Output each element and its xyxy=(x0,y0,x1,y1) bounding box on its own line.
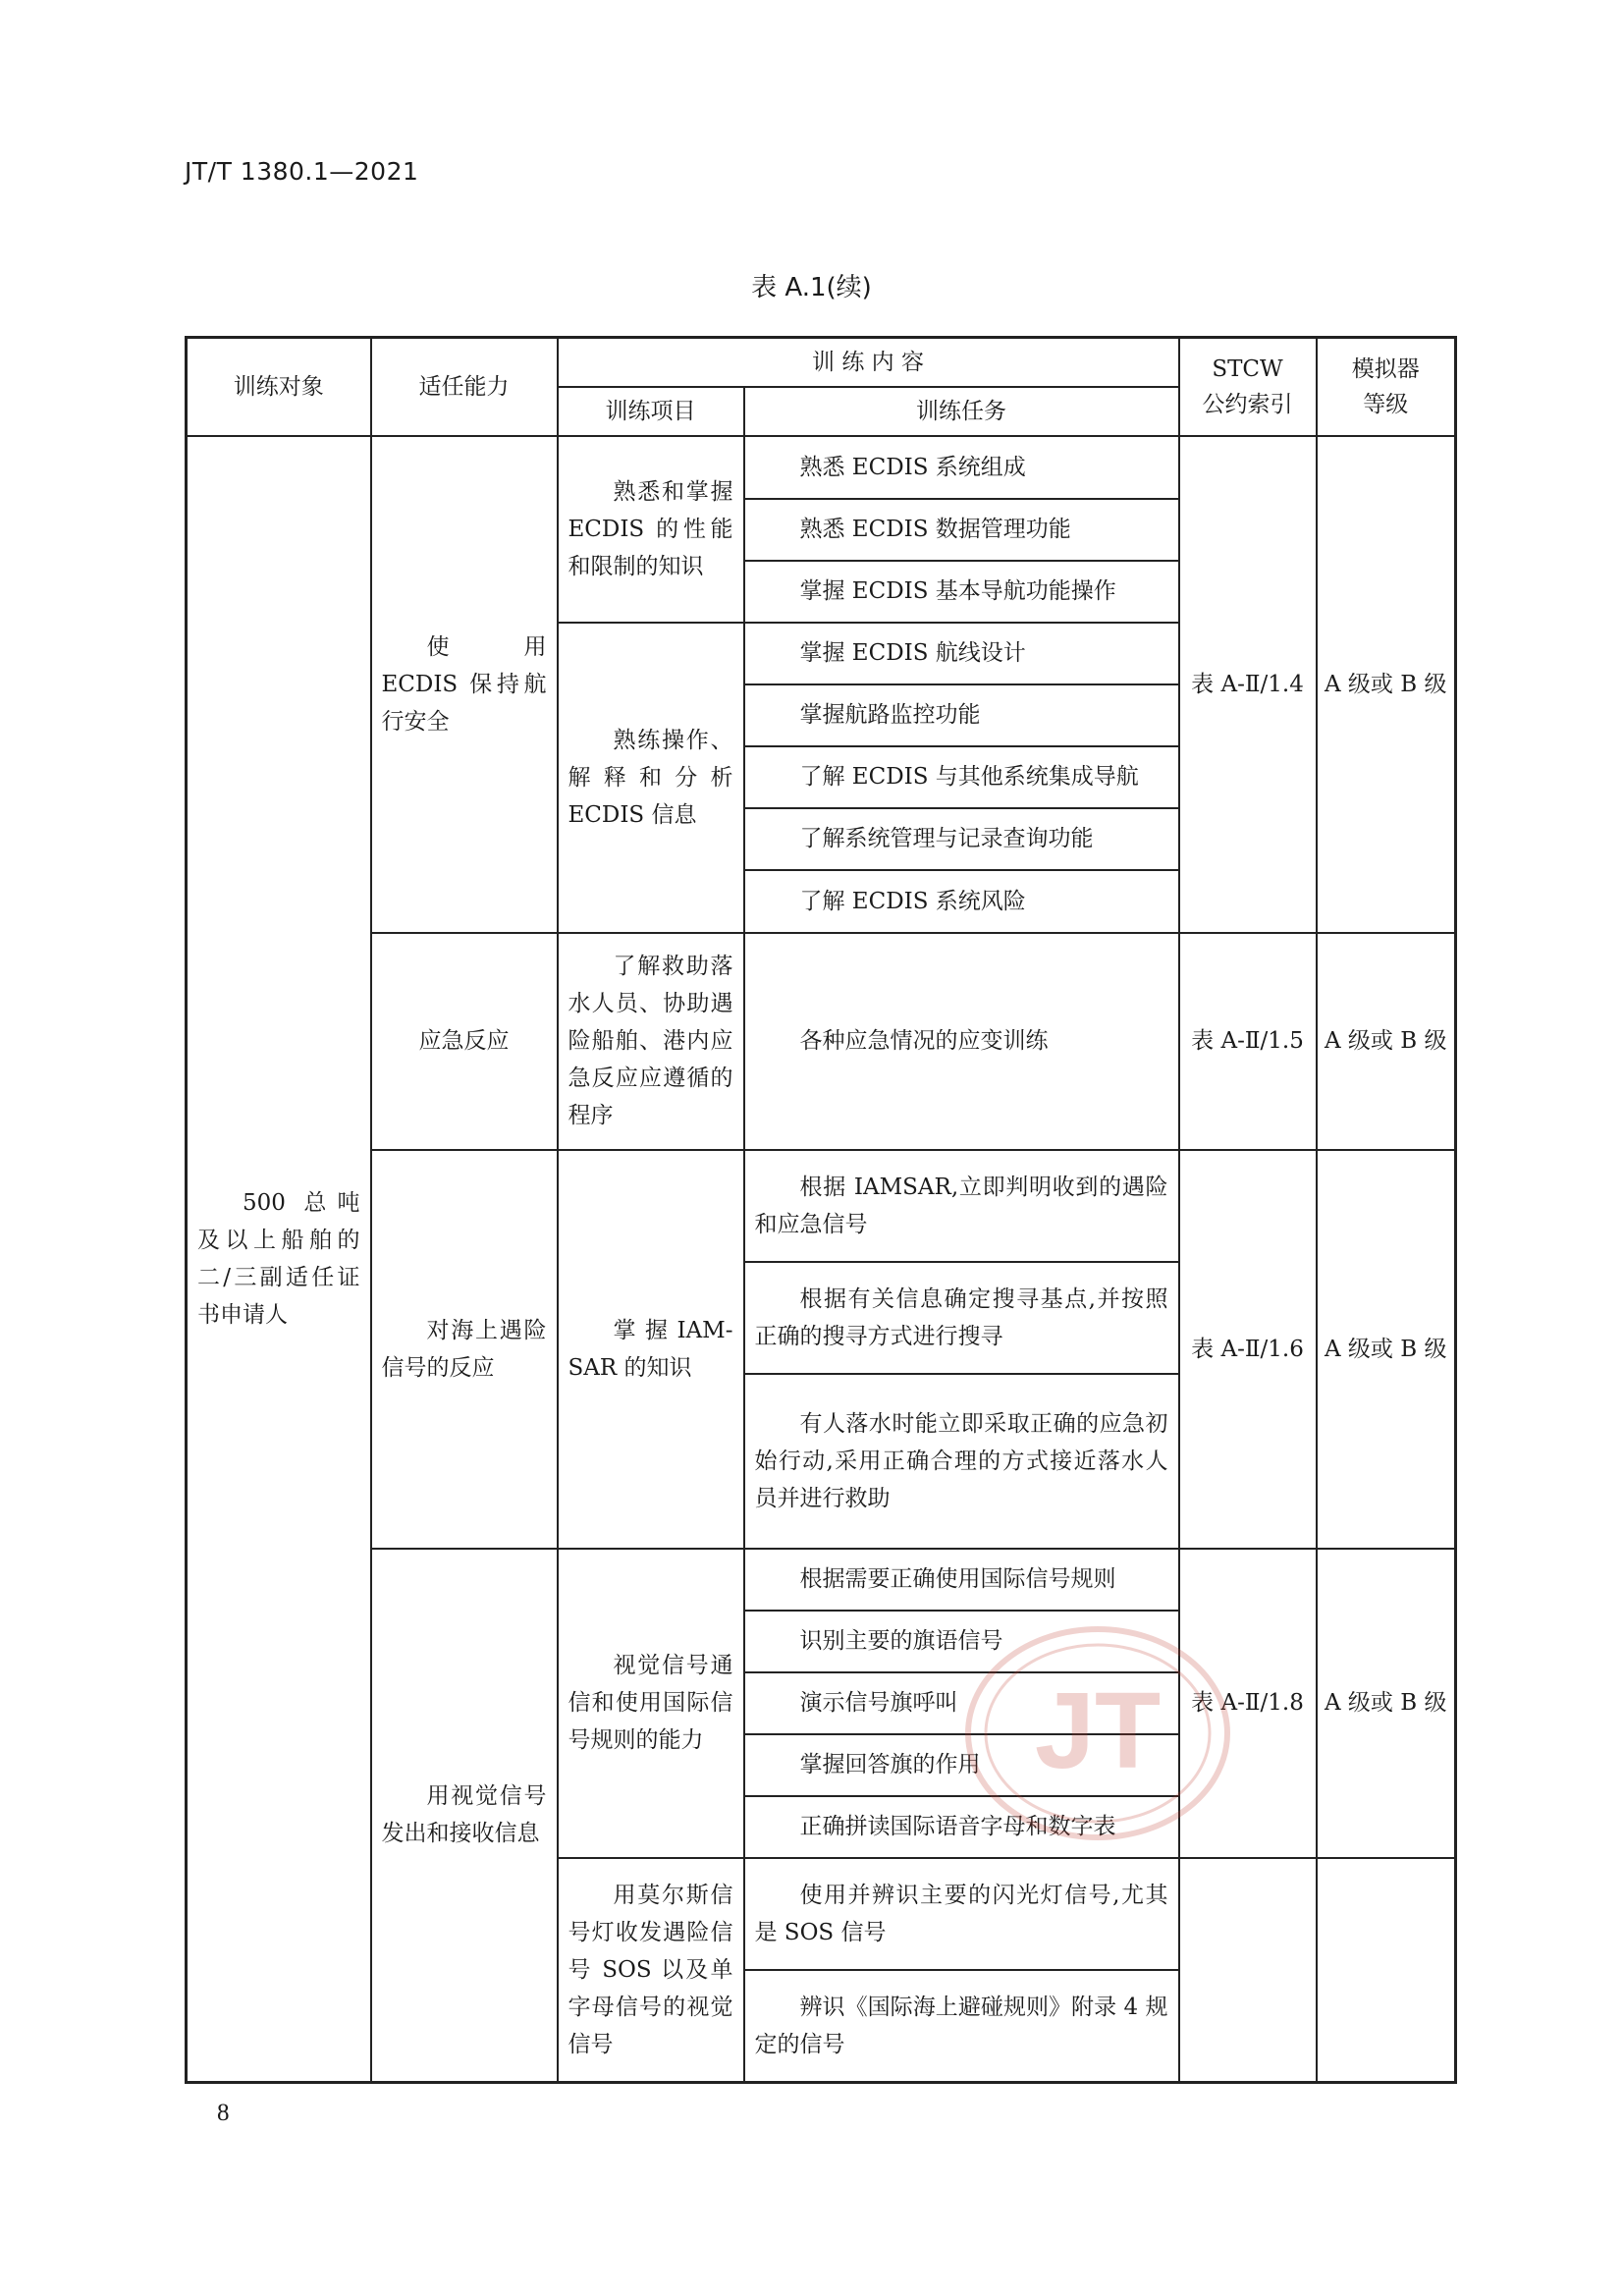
competence-visual: 用视觉信号发出和接收信息 xyxy=(371,1549,558,2083)
stcw-empty xyxy=(1179,1858,1317,2083)
task-cell: 根据有关信息确定搜寻基点,并按照正确的搜寻方式进行搜寻 xyxy=(744,1262,1179,1374)
competence-emergency: 应急反应 xyxy=(371,933,558,1150)
simulator-ecdis: A 级或 B 级 xyxy=(1317,436,1456,933)
header-stcw: STCW 公约索引 xyxy=(1179,338,1317,436)
competence-ecdis: 使用 ECDIS 保持航行安全 xyxy=(371,436,558,933)
simulator-empty xyxy=(1317,1858,1456,2083)
task-cell: 掌握航路监控功能 xyxy=(744,684,1179,746)
stcw-visual: 表 A-Ⅱ/1.8 xyxy=(1179,1549,1317,1858)
simulator-emergency: A 级或 B 级 xyxy=(1317,933,1456,1150)
simulator-distress: A 级或 B 级 xyxy=(1317,1150,1456,1549)
item-ecdis-operation: 熟练操作、解释和分析 ECDIS 信息 xyxy=(558,623,744,933)
item-morse: 用莫尔斯信号灯收发遇险信号 SOS 以及单字母信号的视觉信号 xyxy=(558,1858,744,2083)
header-competence: 适任能力 xyxy=(371,338,558,436)
task-cell: 熟悉 ECDIS 数据管理功能 xyxy=(744,499,1179,561)
task-cell: 熟悉 ECDIS 系统组成 xyxy=(744,436,1179,499)
task-cell: 正确拼读国际语音字母和数字表 xyxy=(744,1796,1179,1858)
item-visual-signalling: 视觉信号通信和使用国际信号规则的能力 xyxy=(558,1549,744,1858)
task-cell: 各种应急情况的应变训练 xyxy=(744,933,1179,1150)
task-cell: 掌握 ECDIS 航线设计 xyxy=(744,623,1179,684)
task-cell: 演示信号旗呼叫 xyxy=(744,1672,1179,1734)
task-cell: 使用并辨识主要的闪光灯信号,尤其是 SOS 信号 xyxy=(744,1858,1179,1970)
task-cell: 掌握回答旗的作用 xyxy=(744,1734,1179,1796)
task-cell: 辨识《国际海上避碰规则》附录 4 规定的信号 xyxy=(744,1970,1179,2083)
task-cell: 了解 ECDIS 与其他系统集成导航 xyxy=(744,746,1179,808)
task-cell: 了解 ECDIS 系统风险 xyxy=(744,870,1179,933)
item-emergency: 了解救助落水人员、协助遇险船舶、港内应急反应应遵循的程序 xyxy=(558,933,744,1150)
item-ecdis-knowledge: 熟悉和掌握 ECDIS 的性能和限制的知识 xyxy=(558,436,744,623)
task-cell: 了解系统管理与记录查询功能 xyxy=(744,808,1179,870)
task-cell: 有人落水时能立即采取正确的应急初始行动,采用正确合理的方式接近落水人员并进行救助 xyxy=(744,1374,1179,1549)
header-target: 训练对象 xyxy=(187,338,371,436)
header-content: 训 练 内 容 xyxy=(558,338,1179,387)
task-cell: 识别主要的旗语信号 xyxy=(744,1611,1179,1672)
simulator-visual: A 级或 B 级 xyxy=(1317,1549,1456,1858)
item-iamsar: 掌 握 IAM-SAR 的知识 xyxy=(558,1150,744,1549)
task-cell: 掌握 ECDIS 基本导航功能操作 xyxy=(744,561,1179,623)
stcw-distress: 表 A-Ⅱ/1.6 xyxy=(1179,1150,1317,1549)
competence-distress: 对海上遇险信号的反应 xyxy=(371,1150,558,1549)
task-cell: 根据 IAMSAR,立即判明收到的遇险和应急信号 xyxy=(744,1150,1179,1262)
svg-text:JT: JT xyxy=(1034,1670,1162,1791)
stcw-ecdis: 表 A-Ⅱ/1.4 xyxy=(1179,436,1317,933)
stcw-emergency: 表 A-Ⅱ/1.5 xyxy=(1179,933,1317,1150)
header-item: 训练项目 xyxy=(558,387,744,436)
document-header: JT/T 1380.1—2021 xyxy=(185,157,419,186)
training-table xyxy=(185,336,1457,2084)
task-cell: 根据需要正确使用国际信号规则 xyxy=(744,1549,1179,1611)
header-task: 训练任务 xyxy=(744,387,1179,436)
page-number: 8 xyxy=(217,2100,230,2126)
header-simulator: 模拟器 等级 xyxy=(1317,338,1456,436)
target-cell: 500 总吨及以上船舶的二/三副适任证书申请人 xyxy=(187,436,371,2083)
table-title: 表 A.1(续) xyxy=(751,273,872,302)
